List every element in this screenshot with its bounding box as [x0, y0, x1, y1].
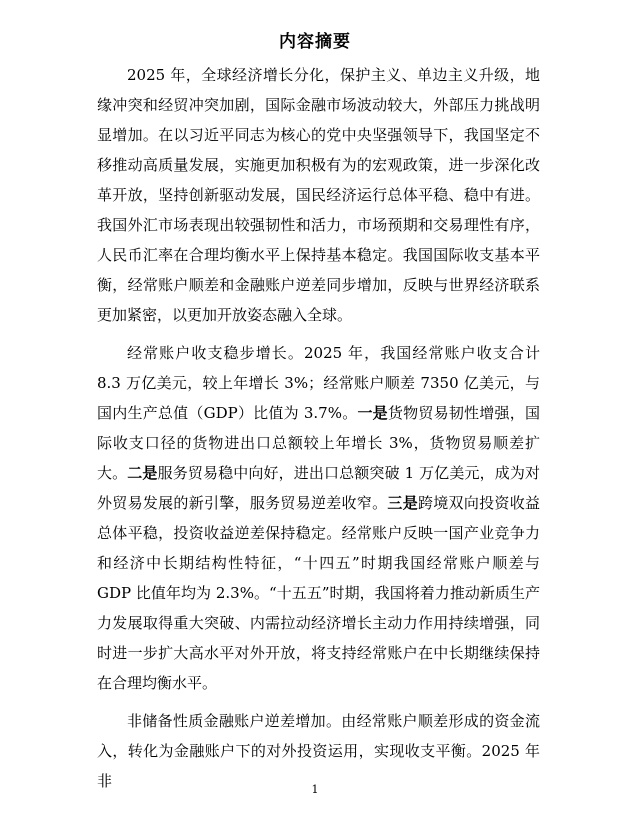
- text-segment: 货物贸易韧性增强，国际收支口径的货物进出口总额较上年增长 3%，货物贸易顺差扩大。: [97, 404, 540, 482]
- text-segment: 非储备性质金融账户逆差增加。由经常账户顺差形成的资金流入，转化为金融账户下的对外投资运用，实现收支平衡。2025 年非: [97, 712, 540, 790]
- page-number: 1: [311, 783, 319, 796]
- bold-text-segment: 三是: [387, 494, 418, 512]
- paragraph: [97, 60, 540, 330]
- bold-text-segment: 二是: [127, 464, 158, 482]
- page-title: 内容摘要: [279, 32, 351, 52]
- text-segment: 服务贸易稳中向好，进出口总额突破 1 万亿美元，成为对外贸易发展的新引擎，服务贸易逆差收窄。: [97, 464, 540, 512]
- paragraph: [97, 338, 540, 698]
- text-segment: 经常账户收支稳步增长。2025 年，我国经常账户收支合计 8.3 万亿美元，较上年增长 3%；经常账户顺差 7350 亿美元，与国内生产总值（GDP）比值为 3.7%。: [97, 344, 540, 422]
- bold-text-segment: 一是: [357, 404, 388, 422]
- text-segment: 跨境双向投资收益总体平稳，投资收益逆差保持稳定。经常账户反映一国产业竞争力和经济中长期结构性特征，“十四五”时期我国经常账户顺差与 GDP 比值年均为 2.3%。“十五五”时期，我国将着力推动新质生产力发展取得重大突破、内需拉动经济增长主动力作用持续增强，同时进一步扩大高水平对外开放，将支持经常账户在中长期继续保持在合理均衡水平。: [97, 494, 540, 692]
- text-segment: 2025 年，全球经济增长分化，保护主义、单边主义升级，地缘冲突和经贸冲突加剧，国际金融市场波动较大，外部压力挑战明显增加。在以习近平同志为核心的党中央坚强领导下，我国坚定不移推动高质量发展，实施更加积极有为的宏观政策，进一步深化改革开放，坚持创新驱动发展，国民经济运行总体平稳、稳中有进。我国外汇市场表现出较强韧性和活力，市场预期和交易理性有序，人民币汇率在合理均衡水平上保持基本稳定。我国国际收支基本平衡，经常账户顺差和金融账户逆差同步增加，反映与世界经济联系更加紧密，以更加开放姿态融入全球。: [97, 66, 540, 324]
- body-text: [97, 60, 540, 804]
